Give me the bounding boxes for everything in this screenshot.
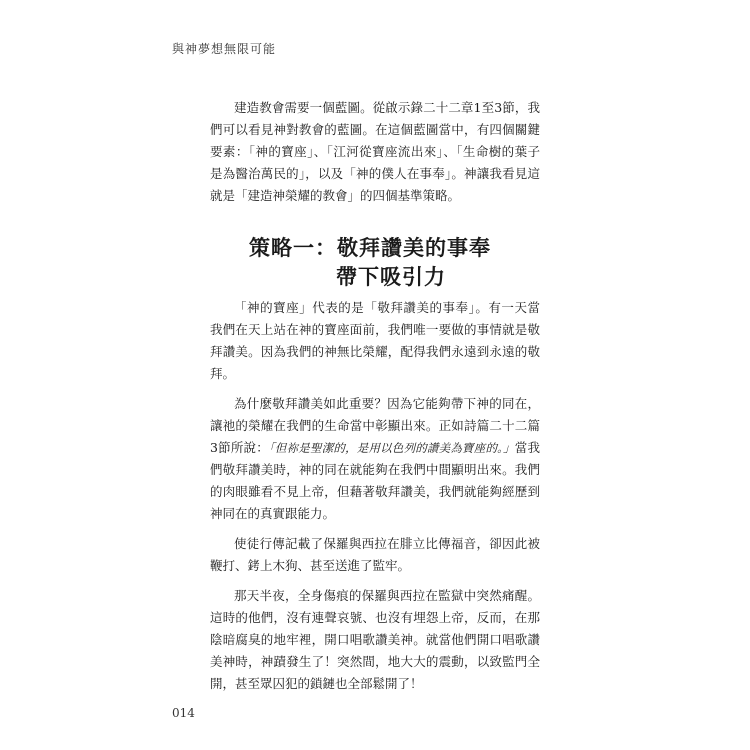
paragraph-why-worship <box>210 393 540 525</box>
paragraph-throne: 「神的寶座」代表的是「敬拜讚美的事奉」。有一天當我們在天上站在神的寶座面前，我們唯一要做的事情就是敬拜讚美。因為我們的神無比榮耀，配得我們永遠到永遠的敬拜。 <box>210 300 540 381</box>
section-heading <box>200 234 540 292</box>
paragraph-why-worship-tail: 當我們敬拜讚美時，神的同在就能夠在我們中間顯明出來。我們的肉眼雖看不見上帝，但藉著敬拜讚美，我們就能夠經歷到神同在的真實跟能力。 <box>210 440 540 521</box>
section-heading-line-1: 策略一：敬拜讚美的事奉 <box>249 236 491 260</box>
section-heading-line-2: 帶下吸引力 <box>336 265 446 289</box>
running-header: 與神夢想無限可能 <box>172 42 277 56</box>
body-text <box>210 297 540 695</box>
paragraph-midnight: 那天半夜，全身傷痕的保羅與西拉在監獄中突然痛醒。這時的他們，沒有連聲哀號、也沒有埋怨上帝，反而，在那陰暗腐臭的地牢裡，開口唱歌讚美神。就當他們開口唱歌讚美神時，神蹟發生了！突然間，地大大的震動，以致監門全開，甚至眾囚犯的鎖鏈也全部鬆開了！ <box>210 588 540 691</box>
page-number: 014 <box>172 706 195 720</box>
psalm-quote: 「但祢是聖潔的，是用以色列的讚美為寶座的。」 <box>268 441 515 455</box>
paragraph-why-worship-lead: 為什麼敬拜讚美如此重要？因為它能夠帶下神的同在，讓祂的榮耀在我們的生命當中彰顯出來。正如詩篇二十二篇3節所說： <box>210 396 540 455</box>
intro-paragraph: 建造教會需要一個藍圖。從啟示錄二十二章1至3節，我們可以看見神對教會的藍圖。在這個藍圖當中，有四個關鍵要素：「神的寶座」、「江河從寶座流出來」、「生命樹的葉子是為醫治萬民的」，以及「神的僕人在事奉」。神讓我看見這就是「建造神榮耀的教會」的四個基準策略。 <box>210 100 540 203</box>
paragraph-acts: 使徒行傳記載了保羅與西拉在腓立比傳福音，卻因此被鞭打、銬上木狗、甚至送進了監牢。 <box>210 536 540 573</box>
